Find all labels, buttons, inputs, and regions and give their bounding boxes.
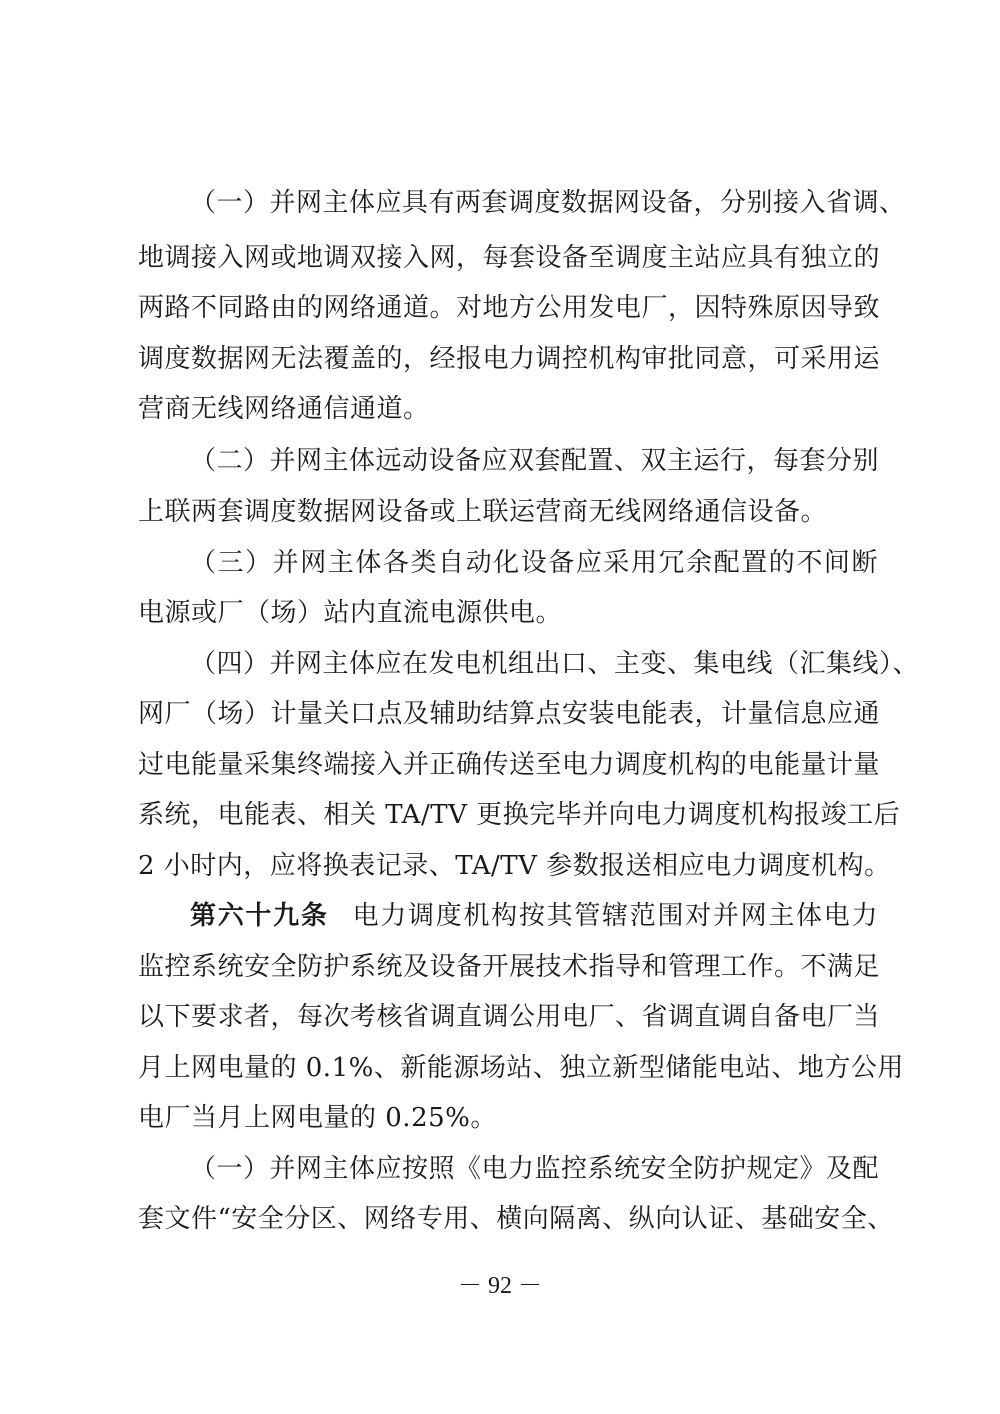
paragraph-line: （四）并网主体应在发电机组出口、主变、集电线（汇集线）、 — [190, 649, 920, 679]
paragraph-line: （二）并网主体远动设备应双套配置、双主运行，每套分别 — [190, 446, 880, 476]
paragraph-line: 网厂（场）计量关口点及辅助结算点安装电能表，计量信息应通 — [138, 699, 881, 729]
paragraph-line: 以下要求者，每次考核省调直调公用电厂、省调直调自备电厂当 — [138, 1002, 881, 1032]
paragraph-line: 营商无线网络通信通道。 — [138, 394, 430, 424]
paragraph-line: 监控系统安全防护系统及设备开展技术指导和管理工作。不满足 — [138, 952, 881, 982]
paragraph-line: 过电能量采集终端接入并正确传送至电力调度机构的电能量计量 — [138, 750, 881, 780]
paragraph-line: 上联两套调度数据网设备或上联运营商无线网络通信设备。 — [138, 497, 828, 527]
paragraph-line: 两路不同路由的网络通道。对地方公用发电厂，因特殊原因导致 — [138, 293, 881, 323]
paragraph-line: 地调接入网或地调双接入网，每套设备至调度主站应具有独立的 — [138, 243, 881, 273]
paragraph-line: 系统，电能表、相关 TA/TV 更换完毕并向电力调度机构报竣工后 — [138, 800, 901, 830]
paragraph-line: 月上网电量的 0.1%、新能源场站、独立新型储能电站、地方公用 — [138, 1053, 904, 1083]
paragraph-line: 2 小时内，应将换表记录、TA/TV 参数报送相应电力调度机构。 — [138, 851, 891, 881]
paragraph-line: 调度数据网无法覆盖的，经报电力调控机构审批同意，可采用运 — [138, 344, 881, 374]
article-text: 电力调度机构按其管辖范围对并网主体电力 — [352, 901, 878, 931]
paragraph-line: （一）并网主体应具有两套调度数据网设备，分别接入省调、 — [190, 188, 906, 218]
article-first-line — [190, 896, 878, 936]
paragraph-line: 电厂当月上网电量的 0.25%。 — [138, 1103, 497, 1133]
paragraph-line: （一）并网主体应按照《电力监控系统安全防护规定》及配 — [190, 1154, 880, 1184]
article-label: 第六十九条 — [190, 901, 329, 931]
page-number: － 92 － — [458, 1273, 542, 1299]
paragraph-line: 套文件“安全分区、网络专用、横向隔离、纵向认证、基础安全、 — [138, 1204, 894, 1234]
paragraph-line: 电源或厂（场）站内直流电源供电。 — [138, 598, 563, 628]
paragraph-line: （三）并网主体各类自动化设备应采用冗余配置的不间断 — [190, 548, 878, 578]
